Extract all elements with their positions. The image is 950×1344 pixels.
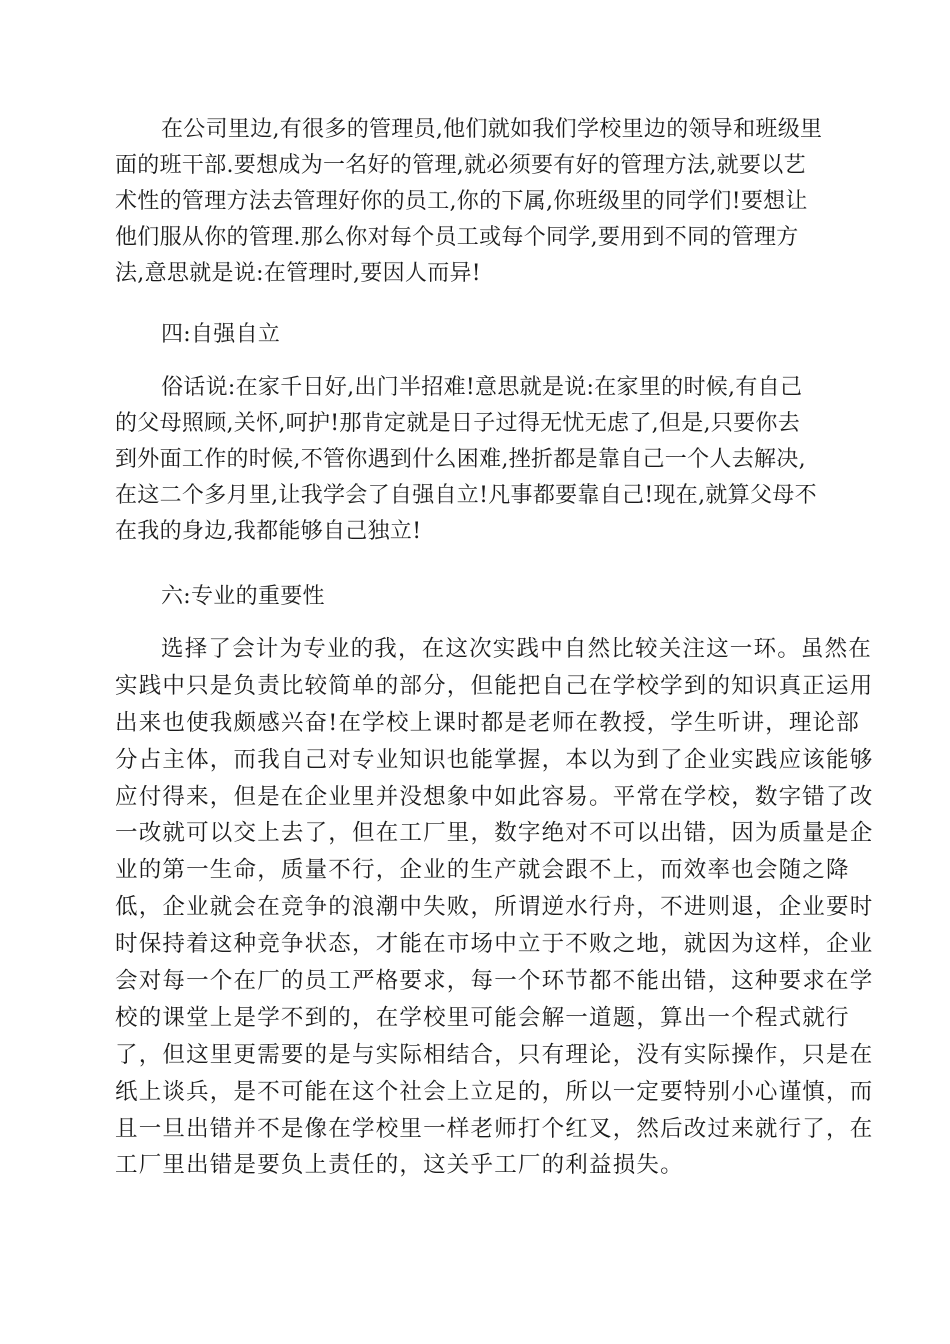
text-line: 实践中只是负责比较简单的部分，但能把自己在学校学到的知识真正运用 <box>115 672 874 699</box>
text-line: 业的第一生命，质量不行，企业的生产就会跟不上，而效率也会随之降 <box>115 857 850 884</box>
text-line: 且一旦出错并不是像在学校里一样老师打个红叉，然后改过来就行了，在 <box>115 1115 874 1142</box>
text-line: 在这二个多月里,让我学会了自强自立!凡事都要靠自己!现在,就算父母不 <box>115 483 817 508</box>
section-heading: 四:自强自立 <box>161 322 281 347</box>
text-line: 的父母照顾,关怀,呵护!那肯定就是日子过得无忧无虑了,但是,只要你去 <box>115 411 801 436</box>
text-line: 在我的身边,我都能够自己独立! <box>115 519 422 544</box>
text-line: 低，企业就会在竞争的浪潮中失败，所谓逆水行舟，不进则退，企业要时 <box>115 894 874 921</box>
text-line: 法,意思就是说:在管理时,要因人而异! <box>115 261 481 286</box>
text-line: 应付得来，但是在企业里并没想象中如此容易。平常在学校，数字错了改 <box>115 783 874 810</box>
text-line: 了，但这里更需要的是与实际相结合，只有理论，没有实际操作，只是在 <box>115 1041 874 1068</box>
section-heading: 六:专业的重要性 <box>161 584 325 609</box>
text-line: 纸上谈兵，是不可能在这个社会上立足的，所以一定要特别小心谨慎，而 <box>115 1078 874 1105</box>
text-line: 选择了会计为专业的我，在这次实践中自然比较关注这一环。虽然在 <box>161 636 873 662</box>
text-line: 会对每一个在厂的员工严格要求，每一个环节都不能出错，这种要求在学 <box>115 968 874 995</box>
text-line: 分占主体，而我自己对专业知识也能掌握，本以为到了企业实践应该能够 <box>115 746 874 773</box>
section-heading-four <box>115 317 835 353</box>
text-line: 俗话说:在家千日好,出门半招难!意思就是说:在家里的时候,有自己 <box>161 375 803 400</box>
text-line: 面的班干部.要想成为一名好的管理,就必须要有好的管理方法,就要以艺 <box>115 153 806 178</box>
text-line: 在公司里边,有很多的管理员,他们就如我们学校里边的领导和班级里 <box>161 117 823 142</box>
text-line: 一改就可以交上去了，但在工厂里，数字绝对不可以出错，因为质量是企 <box>115 820 874 847</box>
paragraph-management <box>115 112 835 292</box>
text-line: 出来也使我颇感兴奋!在学校上课时都是老师在教授，学生听讲，理论部 <box>115 709 860 736</box>
text-line: 他们服从你的管理.那么你对每个员工或每个同学,要用到不同的管理方 <box>115 225 799 250</box>
text-line: 术性的管理方法去管理好你的员工,你的下属,你班级里的同学们!要想让 <box>115 189 808 214</box>
paragraph-self-reliance <box>115 370 835 550</box>
text-line: 时保持着这种竞争状态，才能在市场中立于不败之地，就因为这样，企业 <box>115 931 874 958</box>
text-line: 到外面工作的时候,不管你遇到什么困难,挫折都是靠自己一个人去解决, <box>115 447 806 472</box>
section-heading-six <box>115 579 835 615</box>
paragraph-major-importance <box>115 631 874 1184</box>
text-line: 工厂里出错是要负上责任的，这关乎工厂的利益损失。 <box>115 1152 684 1179</box>
text-line: 校的课堂上是学不到的，在学校里可能会解一道题，算出一个程式就行 <box>115 1004 850 1031</box>
